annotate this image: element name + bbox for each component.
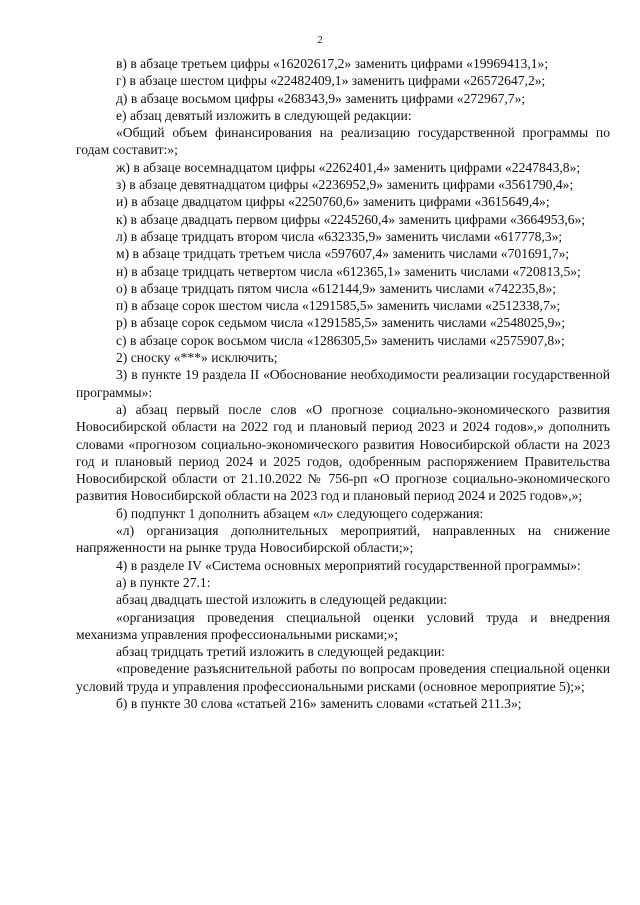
paragraph: с) в абзаце сорок восьмом числа «1286305,5» заменить числами «2575907,8»; <box>116 332 565 348</box>
paragraph: «Общий объем финансирования на реализацию государственной программы по годам составит:»; <box>76 125 610 158</box>
paragraph: б) в пункте 30 слова «статьей 216» заменить словами «статьей 211.3»; <box>116 695 522 711</box>
paragraph: м) в абзаце тридцать третьем числа «597607,4» заменить числами «701691,7»; <box>116 246 570 262</box>
paragraph: н) в абзаце тридцать четвертом числа «612365,1» заменить числами «720813,5»; <box>116 263 581 279</box>
paragraph: 3) в пункте 19 раздела II «Обоснование необходимости реализации государственной программы»: <box>76 367 610 400</box>
paragraph: в) в абзаце третьем цифры «16202617,2» заменить цифрами «19969413,1»; <box>116 56 549 71</box>
document-body <box>76 55 610 712</box>
paragraph: е) абзац девятый изложить в следующей редакции: <box>116 107 412 123</box>
paragraph: р) в абзаце сорок седьмом числа «1291585,5» заменить числами «2548025,9»; <box>116 315 565 331</box>
paragraph: «проведение разъяснительной работы по вопросам проведения специальной оценки условий труда и управления профессиональными рисками (основное мероприятие 5);»; <box>76 661 610 694</box>
paragraph: абзац двадцать шестой изложить в следующей редакции: <box>116 592 448 608</box>
paragraph: к) в абзаце двадцать первом цифры «2245260,4» заменить цифрами «3664953,6»; <box>116 211 586 227</box>
paragraph: л) в абзаце тридцать втором числа «632335,9» заменить числами «617778,3»; <box>116 228 563 244</box>
paragraph: а) абзац первый после слов «О прогнозе социально-экономического развития Новосибирской области на 2022 год и плановый период 2023 и 2024 годов»,» дополнить словами «прогнозом социально-экономического развития Новосибирской области на 2023 год и плановый период 2024 и 2025 годов, одобренным распоряжением Правительства Новосибирской области от 21.10.2022 № 756-рп «О прогнозе социально-экономического развития Новосибирской области на 2023 год и плановый период 2024 и 2025 годов»,»; <box>76 401 610 504</box>
paragraph: а) в пункте 27.1: <box>116 574 211 590</box>
paragraph: б) подпункт 1 дополнить абзацем «л» следующего содержания: <box>116 505 484 521</box>
paragraph: «л) организация дополнительных мероприятий, направленных на снижение напряженности на рынке труда Новосибирской области;»; <box>76 523 610 556</box>
paragraph: «организация проведения специальной оценки условий труда и внедрения механизма управления профессиональными рисками;»; <box>76 609 610 642</box>
paragraph: д) в абзаце восьмом цифры «268343,9» заменить цифрами «272967,7»; <box>116 90 526 106</box>
paragraph: з) в абзаце девятнадцатом цифры «2236952,9» заменить цифрами «3561790,4»; <box>116 177 574 193</box>
paragraph: и) в абзаце двадцатом цифры «2250760,6» заменить цифрами «3615649,4»; <box>116 194 550 210</box>
paragraph: г) в абзаце шестом цифры «22482409,1» заменить цифрами «26572647,2»; <box>116 73 546 89</box>
paragraph: о) в абзаце тридцать пятом числа «612144,9» заменить числами «742235,8»; <box>116 280 557 296</box>
page-number: 2 <box>317 34 323 46</box>
paragraph: 4) в разделе IV «Система основных мероприятий государственной программы»: <box>116 557 581 573</box>
paragraph: абзац тридцать третий изложить в следующей редакции: <box>116 644 445 660</box>
paragraph: 2) сноску «***» исключить; <box>116 350 278 366</box>
paragraph: ж) в абзаце восемнадцатом цифры «2262401,4» заменить цифрами «2247843,8»; <box>116 159 581 175</box>
paragraph: п) в абзаце сорок шестом числа «1291585,5» заменить числами «2512338,7»; <box>116 298 561 314</box>
